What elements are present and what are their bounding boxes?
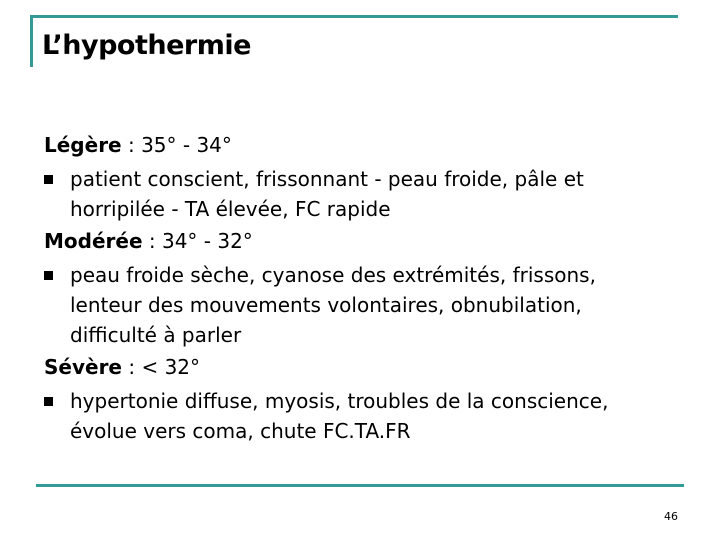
level-range: : 35° - 34° — [121, 133, 232, 157]
level-name: Légère — [44, 133, 122, 157]
frame-left-line — [30, 15, 33, 67]
frame-bottom-line — [36, 484, 684, 487]
description-line: hypertonie diffuse, myosis, troubles de la conscience, — [70, 389, 609, 413]
description-line: peau froide sèche, cyanose des extrémités, frissons, — [70, 263, 596, 287]
square-bullet-icon — [44, 397, 53, 406]
description-line: lenteur des mouvements volontaires, obnubilation, — [70, 293, 582, 317]
square-bullet-icon — [44, 175, 53, 184]
level-description — [44, 260, 694, 350]
level-name: Modérée — [44, 229, 143, 253]
level-moderee — [44, 226, 694, 256]
level-description — [44, 386, 694, 446]
description-line: patient conscient, frissonnant - peau froide, pâle et — [70, 167, 584, 191]
level-range: : < 32° — [122, 355, 201, 379]
frame-top-line — [30, 15, 678, 18]
level-description — [44, 164, 694, 224]
description-line: horripilée - TA élevée, FC rapide — [70, 197, 391, 221]
slide-content — [44, 130, 694, 448]
description-line: difficulté à parler — [70, 323, 242, 347]
slide-title: L’hypothermie — [42, 30, 251, 61]
square-bullet-icon — [44, 271, 53, 280]
level-range: : 34° - 32° — [142, 229, 253, 253]
level-severe — [44, 352, 694, 382]
description-line: évolue vers coma, chute FC.TA.FR — [70, 419, 411, 443]
page-number: 46 — [664, 510, 678, 523]
level-name: Sévère — [44, 355, 122, 379]
level-legere — [44, 130, 694, 160]
